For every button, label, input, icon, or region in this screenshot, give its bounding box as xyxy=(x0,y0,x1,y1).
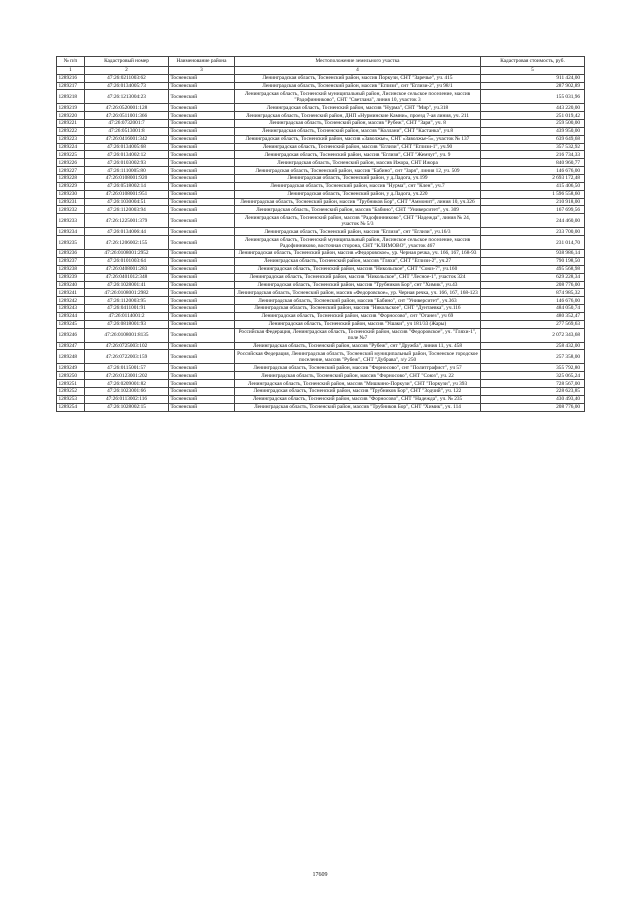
cell-cadastral-value: 840 960,77 xyxy=(481,159,585,167)
table-row xyxy=(57,342,585,350)
table-row xyxy=(57,273,585,281)
cell-location: Ленинградская область, Тосненский район, массив "Мишкино-Поркузи", СНТ "Поркузи", уч 393 xyxy=(235,380,481,388)
table-row xyxy=(57,135,585,143)
cell-location: Ленинградская область, Тосненский район, у д.Ладога, уч.220 xyxy=(235,190,481,198)
cell-cadastral-value: 484 050,74 xyxy=(481,305,585,313)
cell-index: 1289238 xyxy=(57,265,85,273)
cell-cadastral-number: 47:26:1206002:155 xyxy=(85,236,169,250)
cell-cadastral-value: 2 072 343,68 xyxy=(481,328,585,342)
cell-location: Ленинградская область, Тосненский район, массив Поркузи, СНТ "Заречье", уч. 415 xyxy=(235,74,481,82)
cell-cadastral-number: 47:26:0520001:128 xyxy=(85,104,169,112)
cell-cadastral-value: 208 776,00 xyxy=(481,403,585,411)
column-number: 5 xyxy=(481,66,585,74)
column-number: 3 xyxy=(169,66,235,74)
cell-cadastral-value: 938 986,14 xyxy=(481,250,585,258)
cell-location: Ленинградская область, Тосненский район, массив Ижора, СНТ Ижора xyxy=(235,159,481,167)
cell-cadastral-value: 210 918,00 xyxy=(481,198,585,206)
cell-cadastral-number: 47:26:1120003:94 xyxy=(85,206,169,214)
cell-cadastral-number: 47:26:0108001:2982 xyxy=(85,289,169,297)
table-row xyxy=(57,167,585,175)
cell-cadastral-value: 155 031,96 xyxy=(481,90,585,104)
cell-location: Ленинградская область, Тосненский район, у д.Ладога, уч.199 xyxy=(235,175,481,183)
cell-district: Тосненский xyxy=(169,228,235,236)
table-row xyxy=(57,228,585,236)
cell-cadastral-number: 47:26:0211003:62 xyxy=(85,74,169,82)
cell-cadastral-value: 495 568,98 xyxy=(481,265,585,273)
cell-district: Тосненский xyxy=(169,265,235,273)
cell-index: 1289247 xyxy=(57,342,85,350)
column-number: 2 xyxy=(85,66,169,74)
cell-index: 1289227 xyxy=(57,167,85,175)
cell-cadastral-value: 259 500,00 xyxy=(481,120,585,128)
column-number-row xyxy=(57,66,585,74)
cell-index: 1289216 xyxy=(57,74,85,82)
cell-cadastral-value: 439 950,00 xyxy=(481,127,585,135)
cell-district: Тосненский xyxy=(169,112,235,120)
cell-cadastral-number: 47:26:0134006:44 xyxy=(85,228,169,236)
cell-district: Тосненский xyxy=(169,167,235,175)
cell-cadastral-value: 231 014,70 xyxy=(481,236,585,250)
cell-district: Тосненский xyxy=(169,236,235,250)
cell-cadastral-value: 443 220,00 xyxy=(481,104,585,112)
cell-district: Тосненский xyxy=(169,273,235,281)
table-row xyxy=(57,90,585,104)
cell-location: Ленинградская область, Тосненский район, массив "Бабино", снт "Заря", линия 12, уч. 509 xyxy=(235,167,481,175)
cell-location: Ленинградская область, Тосненский район, массив "Никольское", СНТ "Дунтаевка", уч.116 xyxy=(235,305,481,313)
cell-index: 1289240 xyxy=(57,281,85,289)
header-index: № п/п xyxy=(57,57,85,67)
cell-cadastral-value: 287 902,89 xyxy=(481,82,585,90)
cell-cadastral-value: 357 532,92 xyxy=(481,143,585,151)
cell-cadastral-number: 47:26:0113002:116 xyxy=(85,395,169,403)
cell-location: Ленинградская область, Тосненский район, массив "Форносово", СНТ "Союз", уч. 22 xyxy=(235,372,481,380)
cell-location: Ленинградская область, Тосненский район, массив "Рубеж", СНТ "Заря", уч. 8 xyxy=(235,120,481,128)
cell-district: Тосненский xyxy=(169,82,235,90)
cell-index: 1289219 xyxy=(57,104,85,112)
cell-index: 1289222 xyxy=(57,127,85,135)
cell-district: Тосненский xyxy=(169,257,235,265)
cell-cadastral-number: 47:26:0108001:920 xyxy=(85,175,169,183)
cell-cadastral-value: 629 228,34 xyxy=(481,273,585,281)
cell-location: Ленинградская область, Тосненский район, массив «Заволжье», СНТ «Заволжье-5», участок № 137 xyxy=(235,135,481,143)
table-row xyxy=(57,364,585,372)
table-row xyxy=(57,175,585,183)
table-row xyxy=(57,289,585,297)
cell-cadastral-number: 47:26:0108001:2952 xyxy=(85,250,169,258)
cell-cadastral-number: 47:26:0209001:82 xyxy=(85,380,169,388)
cell-district: Тосненский xyxy=(169,151,235,159)
cell-cadastral-value: 355 792,80 xyxy=(481,364,585,372)
cell-district: Тосненский xyxy=(169,159,235,167)
cell-location: Российская Федерация, Ленинградская область, Тосненский муниципальный район, Тосненское городское поселение, массив "Рубеж", СНТ "Дубрава", з/у 250 xyxy=(235,350,481,364)
header-row xyxy=(57,57,585,67)
table-row xyxy=(57,82,585,90)
header-location: Местоположение земельного участка xyxy=(235,57,481,67)
cell-cadastral-value: 216 734,33 xyxy=(481,151,585,159)
page-number: 17609 xyxy=(312,872,328,878)
header-district: Наименование района xyxy=(169,57,235,67)
cell-cadastral-value: 790 198,50 xyxy=(481,257,585,265)
table-row xyxy=(57,312,585,320)
cell-cadastral-value: 167 699,56 xyxy=(481,206,585,214)
table-row xyxy=(57,305,585,313)
table-row xyxy=(57,143,585,151)
cell-cadastral-number: 47:26:0408001:283 xyxy=(85,265,169,273)
table-body xyxy=(57,74,585,411)
cell-location: Российская Федерация, Ленинградская область, Тосненский район, массив "Федоровское", уч. "Гляхи-1", поле №7 xyxy=(235,328,481,342)
cell-index: 1289226 xyxy=(57,159,85,167)
cell-cadastral-value: 146 676,00 xyxy=(481,297,585,305)
cell-district: Тосненский xyxy=(169,90,235,104)
cell-district: Тосненский xyxy=(169,198,235,206)
cell-location: Ленинградская область, Тосненский район, массив "Трубников Бор", СНТ "Зодчий", уч. 122 xyxy=(235,387,481,395)
cell-index: 1289221 xyxy=(57,120,85,128)
cell-index: 1289242 xyxy=(57,297,85,305)
cell-cadastral-number: 47:26:1028002:15 xyxy=(85,403,169,411)
table-row xyxy=(57,265,585,273)
table-row xyxy=(57,236,585,250)
table-row xyxy=(57,257,585,265)
cell-cadastral-number: 47:26:0722003:159 xyxy=(85,350,169,364)
cell-district: Тосненский xyxy=(169,135,235,143)
cell-cadastral-value: 208 776,00 xyxy=(481,281,585,289)
table-row xyxy=(57,380,585,388)
cell-cadastral-number: 47:26:0103002:93 xyxy=(85,159,169,167)
cell-district: Тосненский xyxy=(169,372,235,380)
cell-district: Тосненский xyxy=(169,120,235,128)
table-row xyxy=(57,190,585,198)
table-row xyxy=(57,328,585,342)
cell-index: 1289218 xyxy=(57,90,85,104)
cell-district: Тосненский xyxy=(169,289,235,297)
cell-cadastral-number: 47:26:1213004:23 xyxy=(85,90,169,104)
cell-index: 1289248 xyxy=(57,350,85,364)
cell-index: 1289239 xyxy=(57,273,85,281)
table-row xyxy=(57,387,585,395)
cell-cadastral-value: 911 424,00 xyxy=(481,74,585,82)
table-row xyxy=(57,297,585,305)
cell-district: Тосненский xyxy=(169,214,235,228)
table-row xyxy=(57,159,585,167)
cell-cadastral-number: 47:26:0411001:91 xyxy=(85,305,169,313)
cell-location: Ленинградская область, Тосненский район, массив "Никольское", СНТ "Лесное-1", участок 324 xyxy=(235,273,481,281)
cell-index: 1289233 xyxy=(57,214,85,228)
cell-location: Ленинградская область, Тосненский район, массив "Нурма", СНТ "Мир", уч.318 xyxy=(235,104,481,112)
cell-location: Ленинградская область, Тосненский район, массив "Радофинниково", СНТ "Надежда", линия № 24, участок № 5/3 xyxy=(235,214,481,228)
cell-index: 1289230 xyxy=(57,190,85,198)
cell-location: Ленинградская область, Тосненский район, массив "Гляхи", СНТ "Еглизи-2", уч.27 xyxy=(235,257,481,265)
cell-location: Ленинградская область, Тосненский район, массив "Бабино", СНТ "Университет", уч. 309 xyxy=(235,206,481,214)
cell-location: Ленинградская область, Тосненский район, массив "Ушаки", уч 181/33 (Жары) xyxy=(235,320,481,328)
cell-district: Тосненский xyxy=(169,364,235,372)
table-row xyxy=(57,206,585,214)
cell-cadastral-number: 47:26:1023001:66 xyxy=(85,387,169,395)
cadastral-value-table xyxy=(56,56,585,412)
cell-index: 1289254 xyxy=(57,403,85,411)
column-number: 4 xyxy=(235,66,481,74)
cell-district: Тосненский xyxy=(169,395,235,403)
cell-district: Тосненский xyxy=(169,320,235,328)
cell-index: 1289245 xyxy=(57,320,85,328)
cell-cadastral-number: 47:26:0134005:68 xyxy=(85,143,169,151)
cell-index: 1289223 xyxy=(57,135,85,143)
cell-cadastral-number: 47:26:1225001:379 xyxy=(85,214,169,228)
table-row xyxy=(57,281,585,289)
cell-cadastral-number: 47:26:1110005:80 xyxy=(85,167,169,175)
cell-cadastral-number: 47:26:0725003:102 xyxy=(85,342,169,350)
cell-cadastral-value: 430 493,40 xyxy=(481,395,585,403)
cell-district: Тосненский xyxy=(169,328,235,342)
cell-cadastral-number: 47:26:0108001:8135 xyxy=(85,328,169,342)
table-row xyxy=(57,350,585,364)
cell-cadastral-value: 244 460,00 xyxy=(481,214,585,228)
cell-index: 1289217 xyxy=(57,82,85,90)
table-row xyxy=(57,151,585,159)
cell-cadastral-number: 47:26:0134002:12 xyxy=(85,151,169,159)
cell-district: Тосненский xyxy=(169,342,235,350)
cell-cadastral-value: 257 358,00 xyxy=(481,350,585,364)
cell-index: 1289228 xyxy=(57,175,85,183)
cell-index: 1289241 xyxy=(57,289,85,297)
cell-index: 1289220 xyxy=(57,112,85,120)
cell-district: Тосненский xyxy=(169,297,235,305)
cell-district: Тосненский xyxy=(169,127,235,135)
cell-location: Ленинградская область, Тосненский район, ДНП «Нурминские Камни», проезд 7-ая линия, уч. 211 xyxy=(235,112,481,120)
cell-cadastral-number: 47:26:0732001:7 xyxy=(85,120,169,128)
cell-district: Тосненский xyxy=(169,281,235,289)
cell-location: Ленинградская область, Тосненский район, массив "Бабино", снт "Университет", уч.363 xyxy=(235,297,481,305)
table-row xyxy=(57,372,585,380)
cell-cadastral-number: 47:26:0134005:73 xyxy=(85,82,169,90)
cell-index: 1289235 xyxy=(57,236,85,250)
cell-district: Тосненский xyxy=(169,387,235,395)
cell-district: Тосненский xyxy=(169,190,235,198)
cell-location: Ленинградская область, Тосненский район, массив "Нурма", снт "Клен", уч.7 xyxy=(235,182,481,190)
table-row xyxy=(57,120,585,128)
table-row xyxy=(57,198,585,206)
cell-index: 1289250 xyxy=(57,372,85,380)
table-row xyxy=(57,104,585,112)
cell-district: Тосненский xyxy=(169,104,235,112)
cell-cadastral-value: 2 693 172,48 xyxy=(481,175,585,183)
cell-cadastral-value: 258 432,00 xyxy=(481,342,585,350)
cell-index: 1289231 xyxy=(57,198,85,206)
cell-cadastral-value: 728 567,00 xyxy=(481,380,585,388)
cell-cadastral-number: 47:26:0818001:93 xyxy=(85,320,169,328)
cell-index: 1289224 xyxy=(57,143,85,151)
table-row xyxy=(57,403,585,411)
cell-location: Ленинградская область, Тосненский район, массив "Форносово", снт "Оганез", уч 69 xyxy=(235,312,481,320)
table-row xyxy=(57,112,585,120)
cell-cadastral-number: 47:26:0123001:202 xyxy=(85,372,169,380)
cell-location: Ленинградская область, Тосненский район, массив "Форносово", СНТ "Надежда", уч. № 235 xyxy=(235,395,481,403)
cell-cadastral-number: 47:26:1120003:95 xyxy=(85,297,169,305)
cell-index: 1289249 xyxy=(57,364,85,372)
cell-location: Ленинградская область, Тосненский район, массив "Трубников Бор", СНТ "Аммонит", линия 10, уч.326 xyxy=(235,198,481,206)
cell-cadastral-number: 47:26:0115001:57 xyxy=(85,364,169,372)
cell-district: Тосненский xyxy=(169,182,235,190)
table-row xyxy=(57,74,585,82)
cell-index: 1289232 xyxy=(57,206,85,214)
cell-location: Ленинградская область, Тосненский район, массив «Федоровское», ур. Черная речка, уч. 166, 167, 168-123 xyxy=(235,289,481,297)
cell-location: Ленинградская область, Тосненский район, массив «Федоровское», ур. Черная речка, уч. 166, 167, 168-93 xyxy=(235,250,481,258)
cell-location: Ленинградская область, Тосненский район, массив "Еглизи", СНТ "Жемчуг", уч. 9 xyxy=(235,151,481,159)
table-row xyxy=(57,395,585,403)
cell-district: Тосненский xyxy=(169,380,235,388)
cell-location: Ленинградская область, Тосненский район, массив "Еглизи", СНТ "Еглизи-1", уч.90 xyxy=(235,143,481,151)
cell-cadastral-value: 146 676,00 xyxy=(481,167,585,175)
cell-location: Ленинградская область, Тосненский район, массив "Еглизи", снт "Еглизи-2", уч 98/1 xyxy=(235,82,481,90)
cell-location: Ленинградская область, Тосненский район, массив "Коллани", СНТ "Кастанка", уч.8 xyxy=(235,127,481,135)
cell-cadastral-value: 228 623,85 xyxy=(481,387,585,395)
cell-cadastral-number: 47:26:0101003:64 xyxy=(85,257,169,265)
cell-cadastral-number: 47:26:0518002:14 xyxy=(85,182,169,190)
table-row xyxy=(57,214,585,228)
cell-index: 1289237 xyxy=(57,257,85,265)
cell-district: Тосненский xyxy=(169,350,235,364)
table-row xyxy=(57,250,585,258)
header-cadastral-number: Кадастровый номер xyxy=(85,57,169,67)
cell-index: 1289243 xyxy=(57,305,85,313)
cell-district: Тосненский xyxy=(169,403,235,411)
table-row xyxy=(57,127,585,135)
cell-cadastral-number: 47:26:1030004:51 xyxy=(85,198,169,206)
cell-cadastral-value: 251 019,42 xyxy=(481,112,585,120)
cell-index: 1289225 xyxy=(57,151,85,159)
cell-index: 1289246 xyxy=(57,328,85,342)
cell-index: 1289252 xyxy=(57,387,85,395)
cell-cadastral-number: 47:26:0401012:348 xyxy=(85,273,169,281)
cell-cadastral-number: 47:26:1028001:41 xyxy=(85,281,169,289)
cell-cadastral-value: 1 596 558,60 xyxy=(481,190,585,198)
cell-cadastral-value: 325 065,24 xyxy=(481,372,585,380)
cell-district: Тосненский xyxy=(169,206,235,214)
cell-cadastral-value: 480 352,47 xyxy=(481,312,585,320)
cell-location: Ленинградская область, Тосненский район, массив "Форносово", снт "Политграфист", уч 57 xyxy=(235,364,481,372)
cell-district: Тосненский xyxy=(169,143,235,151)
cell-district: Тосненский xyxy=(169,250,235,258)
cell-cadastral-number: 47:26:0511001:366 xyxy=(85,112,169,120)
cell-cadastral-value: 277 569,63 xyxy=(481,320,585,328)
header-cadastral-value: Кадастровая стоимость, руб. xyxy=(481,57,585,67)
cell-index: 1289234 xyxy=(57,228,85,236)
cell-index: 1289251 xyxy=(57,380,85,388)
table-row xyxy=(57,182,585,190)
cell-cadastral-value: 639 649,68 xyxy=(481,135,585,143)
cell-index: 1289236 xyxy=(57,250,85,258)
cell-location: Ленинградская область, Тосненский район, массив "Еглизи", снт "Еглизи", уч.16/3 xyxy=(235,228,481,236)
column-number: 1 xyxy=(57,66,85,74)
cell-district: Тосненский xyxy=(169,312,235,320)
cell-district: Тосненский xyxy=(169,305,235,313)
cell-cadastral-value: 233 700,00 xyxy=(481,228,585,236)
cell-location: Ленинградская область, Тосненский район, массив "Трубников Бор", СНТ "Химик", уч. 114 xyxy=(235,403,481,411)
cell-location: Ленинградская область, Тосненский район, массив "Никольское", СНТ "Союз-7", уч.160 xyxy=(235,265,481,273)
cell-cadastral-number: 47:26:0114001:2 xyxy=(85,312,169,320)
cell-location: Ленинградская область, Тосненский район, массив "Рубеж", снт "Дружба", линия 11, уч. 458 xyxy=(235,342,481,350)
cell-location: Ленинградская область, Тосненский муниципальный район, Лисинское сельское поселение, массив Радофинниково, восточная сторона, СНТ "КЛИМОВО", участок 467 xyxy=(235,236,481,250)
cell-cadastral-value: 415 406,50 xyxy=(481,182,585,190)
table-row xyxy=(57,320,585,328)
cell-district: Тосненский xyxy=(169,175,235,183)
cell-index: 1289253 xyxy=(57,395,85,403)
cell-cadastral-value: 874 985,32 xyxy=(481,289,585,297)
cell-index: 1289229 xyxy=(57,182,85,190)
cell-cadastral-number: 47:26:0108001:951 xyxy=(85,190,169,198)
cell-location: Ленинградская область, Тосненский район, массив "Трубников Бор", снт "Химик", уч.43 xyxy=(235,281,481,289)
cell-district: Тосненский xyxy=(169,74,235,82)
cell-cadastral-number: 47:26:0513001:8 xyxy=(85,127,169,135)
cell-index: 1289244 xyxy=(57,312,85,320)
cell-cadastral-number: 47:26:0416001:342 xyxy=(85,135,169,143)
cell-location: Ленинградская область, Тосненский муниципальный район, Лисинское сельское поселение, массив "Радофинниково", СНТ "Светлана", линия 10, участок 3 xyxy=(235,90,481,104)
